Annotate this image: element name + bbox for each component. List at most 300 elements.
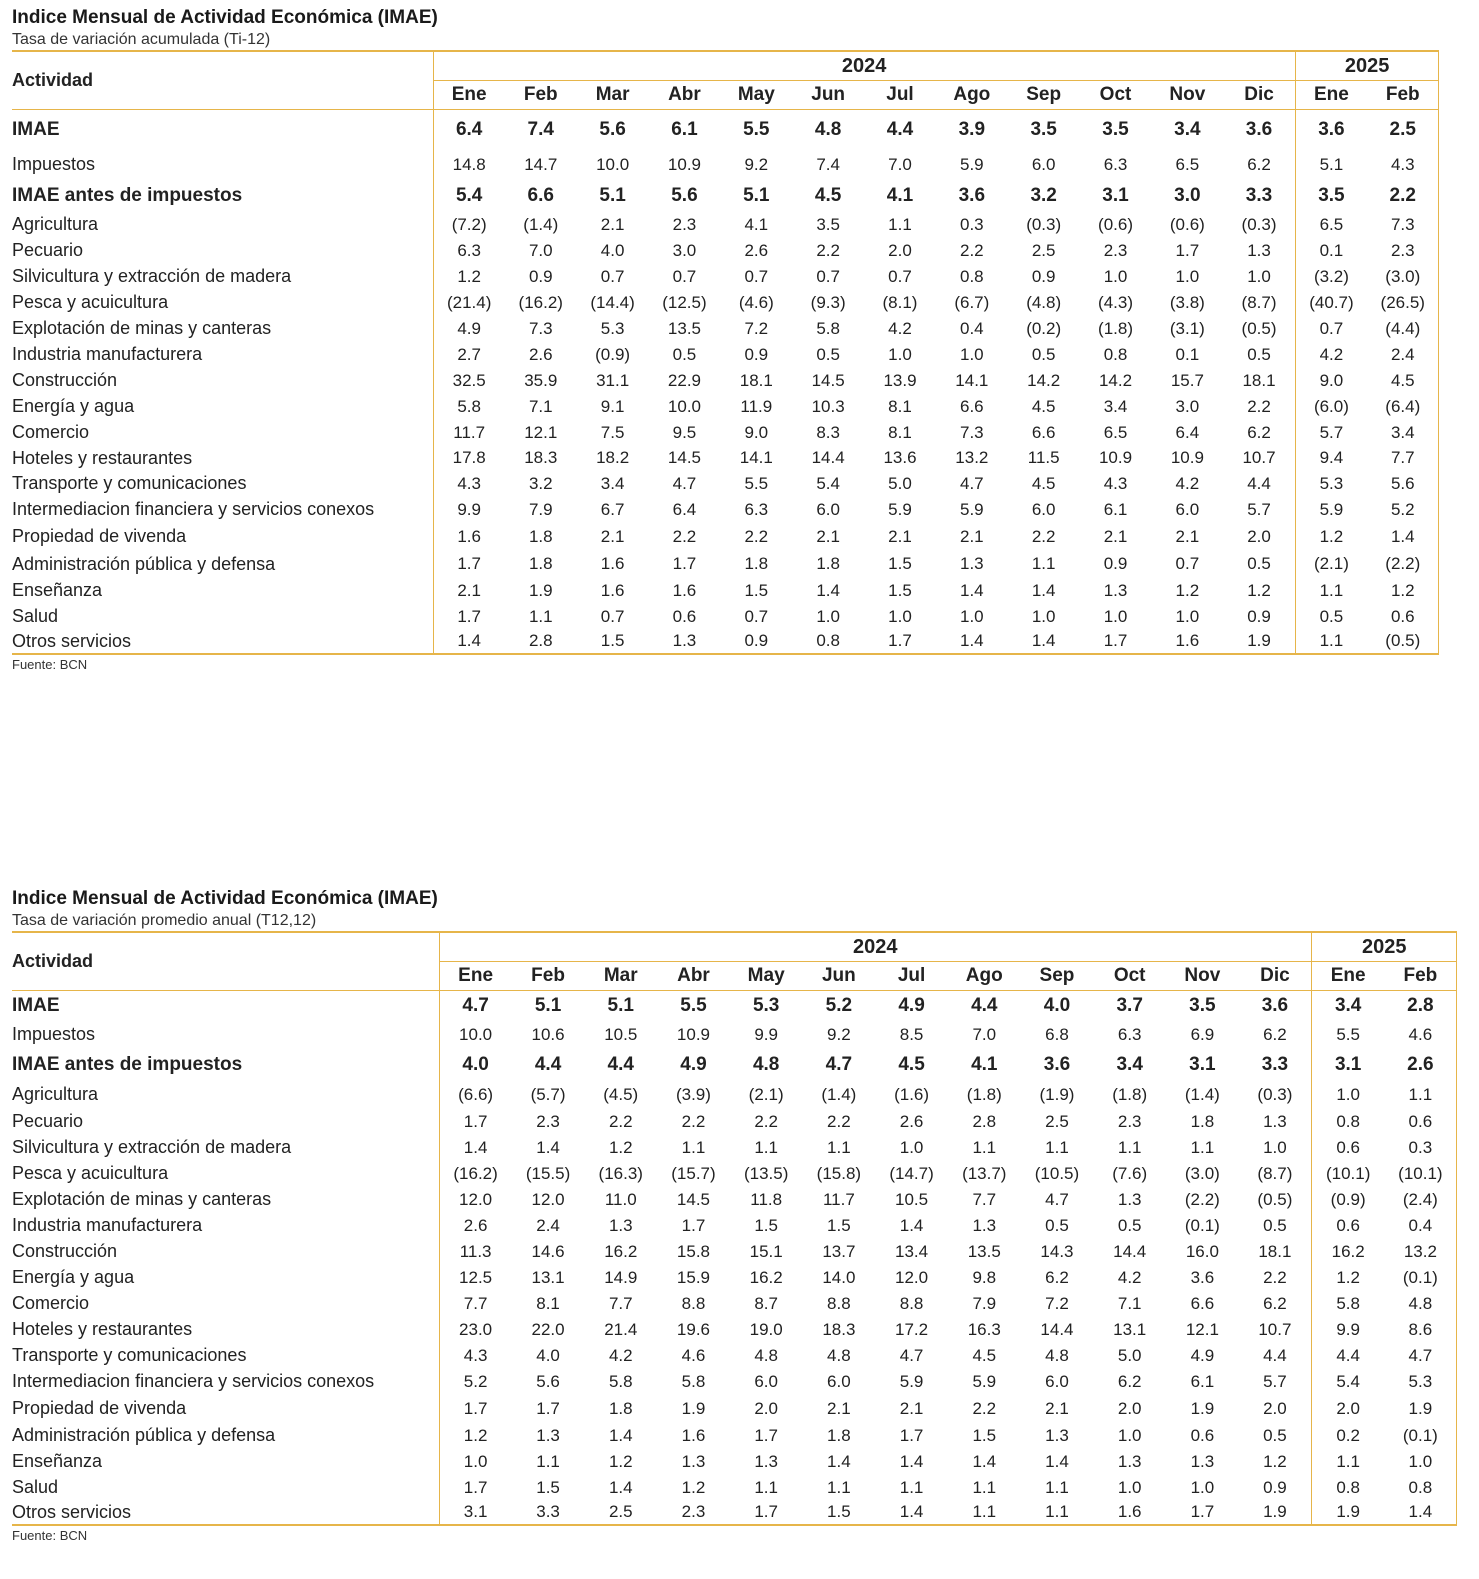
row-label: Construcción: [12, 370, 118, 390]
cell-value: 11.8: [750, 1189, 783, 1209]
cell-value: 13.5: [667, 318, 701, 338]
cell-value: 0.3: [960, 214, 984, 234]
cell-value: 6.6: [1190, 1293, 1215, 1313]
cell-value: 6.9: [1190, 1024, 1215, 1044]
cell-value: 16.2: [604, 1241, 638, 1261]
cell-value: 3.6: [958, 184, 986, 206]
cell-value: 7.2: [744, 318, 769, 338]
cell-value: (0.2): [1026, 318, 1062, 338]
cell-value: 2.8: [1384, 991, 1457, 1021]
cell-value: 2.0: [1117, 1398, 1142, 1418]
cell-value: (3.9): [675, 1084, 711, 1104]
cell-value: 4.6: [1384, 1021, 1457, 1049]
cell-value: 2.2: [1247, 396, 1271, 416]
cell-value: 2.1: [888, 526, 912, 546]
cell-value: 5.9: [960, 154, 984, 174]
cell-value: 3.0: [672, 240, 697, 260]
cell-value: 1.2: [608, 1451, 633, 1471]
cell-value: 3.3: [1261, 1053, 1289, 1075]
cell-value: 3.2: [1030, 184, 1057, 206]
year-header-2024: 2024: [433, 51, 1295, 81]
cell-value: 1.7: [1190, 1502, 1215, 1521]
cell-value: 2.0: [754, 1398, 778, 1418]
cell-value: 8.7: [754, 1293, 778, 1313]
cell-value: 4.5: [898, 1053, 925, 1075]
cell-value: 1.4: [1384, 1501, 1457, 1525]
cell-value: 1.0: [1263, 1137, 1287, 1157]
cell-value: 5.7: [1247, 499, 1271, 519]
cell-value: 4.3: [1103, 473, 1128, 493]
table-row: [12, 1317, 1457, 1343]
cell-value: 5.2: [825, 994, 853, 1016]
cell-value: 9.9: [1312, 1317, 1385, 1343]
table-row: [12, 212, 1439, 238]
row-label: Comercio: [12, 1293, 90, 1313]
month-header-2024-jul: Jul: [875, 962, 948, 991]
cell-value: 0.8: [1312, 1109, 1385, 1135]
cell-value: 1.0: [1103, 266, 1128, 286]
cell-value: 14.2: [1098, 370, 1133, 390]
table-row: [12, 1265, 1457, 1291]
cell-value: (4.6): [738, 292, 774, 312]
cell-value: 5.8: [816, 318, 840, 338]
cell-value: 1.1: [1031, 554, 1056, 573]
cell-value: 0.7: [1175, 554, 1200, 573]
table-row: [12, 1161, 1457, 1187]
month-header-2024-mar: Mar: [577, 81, 649, 110]
cell-value: 5.5: [680, 994, 707, 1016]
cell-value: 2.2: [816, 240, 840, 260]
cell-value: 10.3: [811, 396, 845, 416]
cell-value: 6.1: [671, 118, 698, 140]
cell-value: 4.4: [534, 1053, 562, 1075]
cell-value: (15.7): [671, 1163, 716, 1183]
cell-value: 3.1: [439, 1501, 512, 1525]
cell-value: 1.5: [888, 580, 912, 600]
cell-value: 7.9: [528, 499, 553, 519]
cell-value: 10.5: [895, 1189, 929, 1209]
cell-value: 14.9: [604, 1267, 638, 1287]
cell-value: 3.2: [528, 473, 553, 493]
cell-value: 2.1: [600, 214, 625, 234]
cell-value: 3.0: [1174, 184, 1201, 206]
cell-value: 8.1: [888, 422, 912, 442]
cell-value: 1.4: [816, 580, 840, 600]
row-label: Energía y agua: [12, 396, 135, 416]
month-header-2024-dic: Dic: [1223, 81, 1295, 110]
cell-value: 1.4: [608, 1477, 633, 1497]
cell-value: 6.4: [1175, 422, 1200, 442]
cell-value: 6.2: [1045, 1267, 1069, 1287]
cell-value: 6.0: [1175, 499, 1200, 519]
cell-value: 14.8: [433, 150, 505, 180]
cell-value: 18.1: [1242, 370, 1276, 390]
table-row: [12, 497, 1439, 523]
cell-value: 0.5: [1031, 344, 1056, 364]
cell-value: 7.3: [960, 422, 984, 442]
cell-value: 18.2: [596, 448, 630, 467]
row-label: Transporte y comunicaciones: [12, 1345, 247, 1365]
cell-value: 2.5: [608, 1502, 633, 1521]
cell-value: (3.8): [1169, 292, 1205, 312]
table-row: [12, 1081, 1457, 1109]
row-label: Salud: [12, 606, 59, 626]
row-label: Pecuario: [12, 1111, 84, 1131]
cell-value: 1.1: [1295, 630, 1367, 654]
cell-value: 1.0: [439, 1449, 512, 1475]
cell-value: (40.7): [1295, 290, 1367, 316]
cell-value: 1.8: [827, 1425, 851, 1445]
cell-value: 5.8: [433, 394, 505, 420]
cell-value: 16.3: [967, 1319, 1001, 1339]
cell-value: 2.2: [672, 526, 697, 546]
table-row: [12, 1369, 1457, 1395]
cell-value: 1.5: [888, 554, 912, 573]
cell-value: 1.3: [1117, 1451, 1142, 1471]
cell-value: 0.5: [1247, 344, 1271, 364]
row-label: Industria manufacturera: [12, 344, 203, 364]
cell-value: 1.3: [1247, 240, 1271, 260]
cell-value: (6.6): [439, 1081, 512, 1109]
cell-value: 13.4: [895, 1241, 929, 1261]
cell-value: 4.4: [607, 1053, 634, 1075]
cell-value: 3.4: [1116, 1053, 1143, 1075]
cell-value: (10.5): [1034, 1163, 1080, 1183]
cell-value: 5.1: [1295, 150, 1367, 180]
cell-value: 2.3: [1367, 238, 1439, 264]
month-header-2024-sep: Sep: [1021, 962, 1094, 991]
cell-value: 1.7: [433, 551, 505, 578]
cell-value: 1.4: [433, 630, 505, 654]
cell-value: 9.1: [600, 396, 625, 416]
cell-value: 23.0: [439, 1317, 512, 1343]
cell-value: 10.6: [531, 1024, 565, 1044]
cell-value: 1.2: [608, 1137, 633, 1157]
cell-value: 5.1: [534, 994, 562, 1016]
cell-value: 7.3: [1367, 212, 1439, 238]
cell-value: 2.3: [681, 1502, 706, 1521]
cell-value: 1.4: [1045, 1451, 1069, 1471]
cell-value: 2.5: [1031, 240, 1056, 260]
cell-value: 0.6: [1384, 1109, 1457, 1135]
cell-value: 0.5: [672, 344, 697, 364]
cell-value: 4.2: [1117, 1267, 1142, 1287]
cell-value: 35.9: [524, 370, 558, 390]
cell-value: 0.9: [1247, 606, 1271, 626]
row-label: Explotación de minas y canteras: [12, 318, 272, 338]
table-row: [12, 1239, 1457, 1265]
cell-value: 11.7: [433, 420, 505, 446]
cell-value: 1.3: [1190, 1451, 1215, 1471]
cell-value: 12.0: [439, 1187, 512, 1213]
cell-value: 3.1: [1312, 1049, 1385, 1081]
cell-value: 12.0: [531, 1189, 565, 1209]
cell-value: 0.8: [1103, 344, 1128, 364]
cell-value: 5.9: [899, 1371, 924, 1391]
month-header-2024-sep: Sep: [1008, 81, 1080, 110]
cell-value: (0.3): [1026, 214, 1062, 234]
cell-value: 10.7: [1258, 1319, 1292, 1339]
cell-value: 5.9: [1295, 497, 1367, 523]
cell-value: 1.6: [681, 1425, 706, 1445]
cell-value: 6.0: [754, 1371, 778, 1391]
source-note: Fuente: BCN: [12, 1527, 88, 1543]
cell-value: 4.4: [886, 118, 914, 140]
row-label: Enseñanza: [12, 1451, 103, 1471]
cell-value: (14.4): [590, 292, 635, 312]
row-label: Transporte y comunicaciones: [12, 473, 247, 493]
cell-value: 2.2: [1263, 1267, 1287, 1287]
row-label: IMAE antes de impuestos: [12, 184, 243, 206]
cell-value: 6.3: [1117, 1024, 1142, 1044]
cell-value: (4.5): [603, 1084, 639, 1104]
cell-value: 14.1: [739, 448, 773, 467]
table-row: [12, 991, 1457, 1021]
row-label: Propiedad de vivenda: [12, 1398, 187, 1418]
cell-value: 9.9: [754, 1024, 778, 1044]
row-label: Propiedad de vivenda: [12, 526, 187, 546]
cell-value: 1.5: [600, 631, 625, 650]
cell-value: (0.6): [1169, 214, 1205, 234]
cell-value: (4.4): [1367, 316, 1439, 342]
cell-value: 2.1: [600, 526, 625, 546]
cell-value: 1.3: [1103, 580, 1128, 600]
cell-value: 0.7: [744, 266, 769, 286]
cell-value: 1.7: [439, 1395, 512, 1423]
source-note: Fuente: BCN: [12, 656, 88, 672]
cell-value: 1.2: [439, 1423, 512, 1449]
month-header-2025-feb: Feb: [1367, 81, 1439, 110]
cell-value: 5.8: [1312, 1291, 1385, 1317]
cell-value: 0.9: [744, 344, 769, 364]
cell-value: 4.2: [888, 318, 912, 338]
cell-value: 1.3: [681, 1451, 706, 1471]
cell-value: 8.8: [899, 1293, 924, 1313]
cell-value: 6.2: [1117, 1371, 1142, 1391]
cell-value: 0.8: [816, 631, 840, 650]
cell-value: 1.8: [744, 554, 769, 573]
table-title: Indice Mensual de Actividad Económica (IMAE): [12, 7, 438, 28]
cell-value: (21.4): [433, 290, 505, 316]
data-table: [12, 931, 1457, 1526]
cell-value: 13.9: [883, 370, 917, 390]
cell-value: (0.5): [1257, 1189, 1293, 1209]
cell-value: 3.1: [1102, 184, 1129, 206]
cell-value: 22.0: [531, 1319, 565, 1339]
cell-value: 6.5: [1175, 154, 1200, 174]
cell-value: 0.7: [600, 266, 625, 286]
cell-value: 2.2: [608, 1111, 633, 1131]
cell-value: 15.1: [749, 1241, 783, 1261]
cell-value: 2.4: [536, 1215, 560, 1235]
cell-value: 4.7: [899, 1345, 924, 1365]
cell-value: 14.4: [1113, 1241, 1147, 1261]
row-label: Silvicultura y extracción de madera: [12, 266, 292, 286]
cell-value: (13.7): [962, 1163, 1007, 1183]
cell-value: 0.1: [1175, 344, 1200, 364]
cell-value: 17.2: [895, 1319, 929, 1339]
cell-value: 1.0: [1312, 1081, 1385, 1109]
cell-value: 1.4: [608, 1425, 633, 1445]
cell-value: 1.6: [1175, 631, 1200, 650]
cell-value: 1.1: [1117, 1137, 1142, 1157]
cell-value: 4.4: [971, 994, 998, 1016]
cell-value: 13.1: [1113, 1319, 1147, 1339]
cell-value: 0.7: [672, 266, 697, 286]
cell-value: 3.4: [600, 473, 625, 493]
row-label: Otros servicios: [12, 1501, 132, 1522]
cell-value: 19.0: [749, 1319, 783, 1339]
cell-value: (10.1): [1384, 1161, 1457, 1187]
month-header-2024-abr: Abr: [657, 962, 730, 991]
cell-value: 0.5: [1247, 554, 1271, 573]
cell-value: 1.3: [972, 1215, 997, 1235]
year-header-2025: 2025: [1295, 51, 1439, 81]
cell-value: 1.6: [600, 580, 625, 600]
cell-value: 5.4: [1312, 1369, 1385, 1395]
cell-value: 2.1: [1175, 526, 1200, 546]
table-row: [12, 316, 1439, 342]
cell-value: 4.3: [433, 471, 505, 497]
cell-value: (0.1): [1184, 1215, 1220, 1235]
cell-value: 4.7: [825, 1053, 853, 1075]
cell-value: 5.7: [1295, 420, 1367, 446]
cell-value: 5.9: [972, 1371, 997, 1391]
table-row: [12, 150, 1439, 180]
cell-value: 6.6: [1031, 422, 1056, 442]
cell-value: 2.3: [536, 1111, 560, 1131]
table-row: [12, 1423, 1457, 1449]
cell-value: 1.7: [754, 1425, 778, 1445]
cell-value: (0.3): [1241, 214, 1277, 234]
row-label: Administración pública y defensa: [12, 553, 276, 574]
table-row: [12, 180, 1439, 212]
cell-value: 1.2: [1263, 1451, 1287, 1471]
cell-value: 4.0: [600, 240, 625, 260]
cell-value: 1.2: [1295, 523, 1367, 551]
table-row: [12, 1343, 1457, 1369]
cell-value: 1.1: [972, 1502, 997, 1521]
cell-value: 6.2: [1247, 422, 1271, 442]
cell-value: 4.9: [680, 1053, 707, 1075]
cell-value: 3.5: [1102, 118, 1129, 140]
cell-value: 0.1: [1295, 238, 1367, 264]
table-row: [12, 1291, 1457, 1317]
cell-value: 4.0: [439, 1049, 512, 1081]
month-header-2024-jun: Jun: [803, 962, 876, 991]
cell-value: 16.2: [749, 1267, 783, 1287]
cell-value: 3.6: [1043, 1053, 1071, 1075]
cell-value: 15.9: [676, 1267, 710, 1287]
row-label: Hoteles y restaurantes: [12, 447, 193, 468]
cell-value: 9.9: [433, 497, 505, 523]
cell-value: 0.6: [1312, 1135, 1385, 1161]
cell-value: 2.6: [1384, 1049, 1457, 1081]
month-header-2024-may: May: [730, 962, 803, 991]
cell-value: (10.1): [1312, 1161, 1385, 1187]
cell-value: 2.3: [1103, 240, 1128, 260]
month-header-2025-ene: Ene: [1295, 81, 1367, 110]
cell-value: 0.2: [1312, 1423, 1385, 1449]
cell-value: 1.7: [672, 554, 697, 573]
month-header-2024-ago: Ago: [948, 962, 1021, 991]
cell-value: 4.3: [439, 1343, 512, 1369]
cell-value: (0.3): [1257, 1084, 1293, 1104]
cell-value: 19.6: [676, 1319, 710, 1339]
cell-value: 1.4: [899, 1215, 924, 1235]
cell-value: 6.4: [433, 110, 505, 150]
cell-value: 1.4: [972, 1451, 997, 1471]
cell-value: 14.4: [811, 448, 845, 467]
cell-value: 2.6: [899, 1111, 924, 1131]
cell-value: 1.2: [1367, 578, 1439, 604]
cell-value: 1.0: [1175, 606, 1200, 626]
cell-value: 1.1: [681, 1137, 706, 1157]
cell-value: (15.8): [816, 1163, 862, 1183]
cell-value: 1.1: [1045, 1477, 1069, 1497]
table-row: [12, 604, 1439, 630]
cell-value: 5.4: [816, 473, 840, 493]
cell-value: 1.1: [972, 1477, 997, 1497]
cell-value: 2.2: [754, 1111, 778, 1131]
cell-value: 1.4: [1367, 523, 1439, 551]
month-header-2024-jul: Jul: [864, 81, 936, 110]
cell-value: 6.6: [527, 184, 554, 206]
cell-value: 11.9: [740, 396, 773, 416]
cell-value: 5.8: [608, 1371, 633, 1391]
cell-value: 1.4: [827, 1451, 851, 1471]
table-row: [12, 264, 1439, 290]
cell-value: (2.1): [748, 1084, 784, 1104]
table-subtitle: Tasa de variación promedio anual (T12,12): [12, 912, 317, 929]
cell-value: 2.2: [827, 1111, 851, 1131]
row-label: Intermediacion financiera y servicios conexos: [12, 499, 375, 519]
cell-value: 1.1: [1312, 1449, 1385, 1475]
cell-value: 1.0: [1117, 1425, 1142, 1445]
month-header-2024-ene: Ene: [439, 962, 512, 991]
cell-value: (13.5): [743, 1163, 789, 1183]
cell-value: 1.1: [1190, 1137, 1215, 1157]
cell-value: 7.5: [600, 422, 625, 442]
cell-value: 10.9: [667, 154, 701, 174]
month-header-2024-oct: Oct: [1093, 962, 1166, 991]
cell-value: 4.1: [971, 1053, 998, 1075]
cell-value: 7.7: [608, 1293, 633, 1313]
cell-value: 5.3: [752, 994, 780, 1016]
cell-value: 5.2: [439, 1369, 512, 1395]
cell-value: (0.5): [1241, 318, 1277, 338]
cell-value: 7.0: [528, 240, 553, 260]
cell-value: 1.1: [827, 1137, 851, 1157]
cell-value: 2.8: [972, 1111, 997, 1131]
cell-value: 8.1: [536, 1293, 560, 1313]
cell-value: (2.2): [1367, 551, 1439, 578]
cell-value: 0.7: [888, 266, 912, 286]
cell-value: 1.0: [888, 606, 912, 626]
cell-value: 1.0: [1384, 1449, 1457, 1475]
cell-value: 7.1: [1117, 1293, 1142, 1313]
table-row: [12, 368, 1439, 394]
cell-value: 13.6: [883, 448, 917, 467]
cell-value: 4.6: [681, 1345, 706, 1365]
cell-value: 22.9: [667, 370, 701, 390]
cell-value: (0.6): [1098, 214, 1133, 234]
cell-value: 3.0: [1175, 396, 1200, 416]
cell-value: 4.4: [1312, 1343, 1385, 1369]
cell-value: 4.2: [1175, 473, 1200, 493]
cell-value: 3.6: [1295, 110, 1367, 150]
cell-value: 0.7: [744, 606, 769, 626]
